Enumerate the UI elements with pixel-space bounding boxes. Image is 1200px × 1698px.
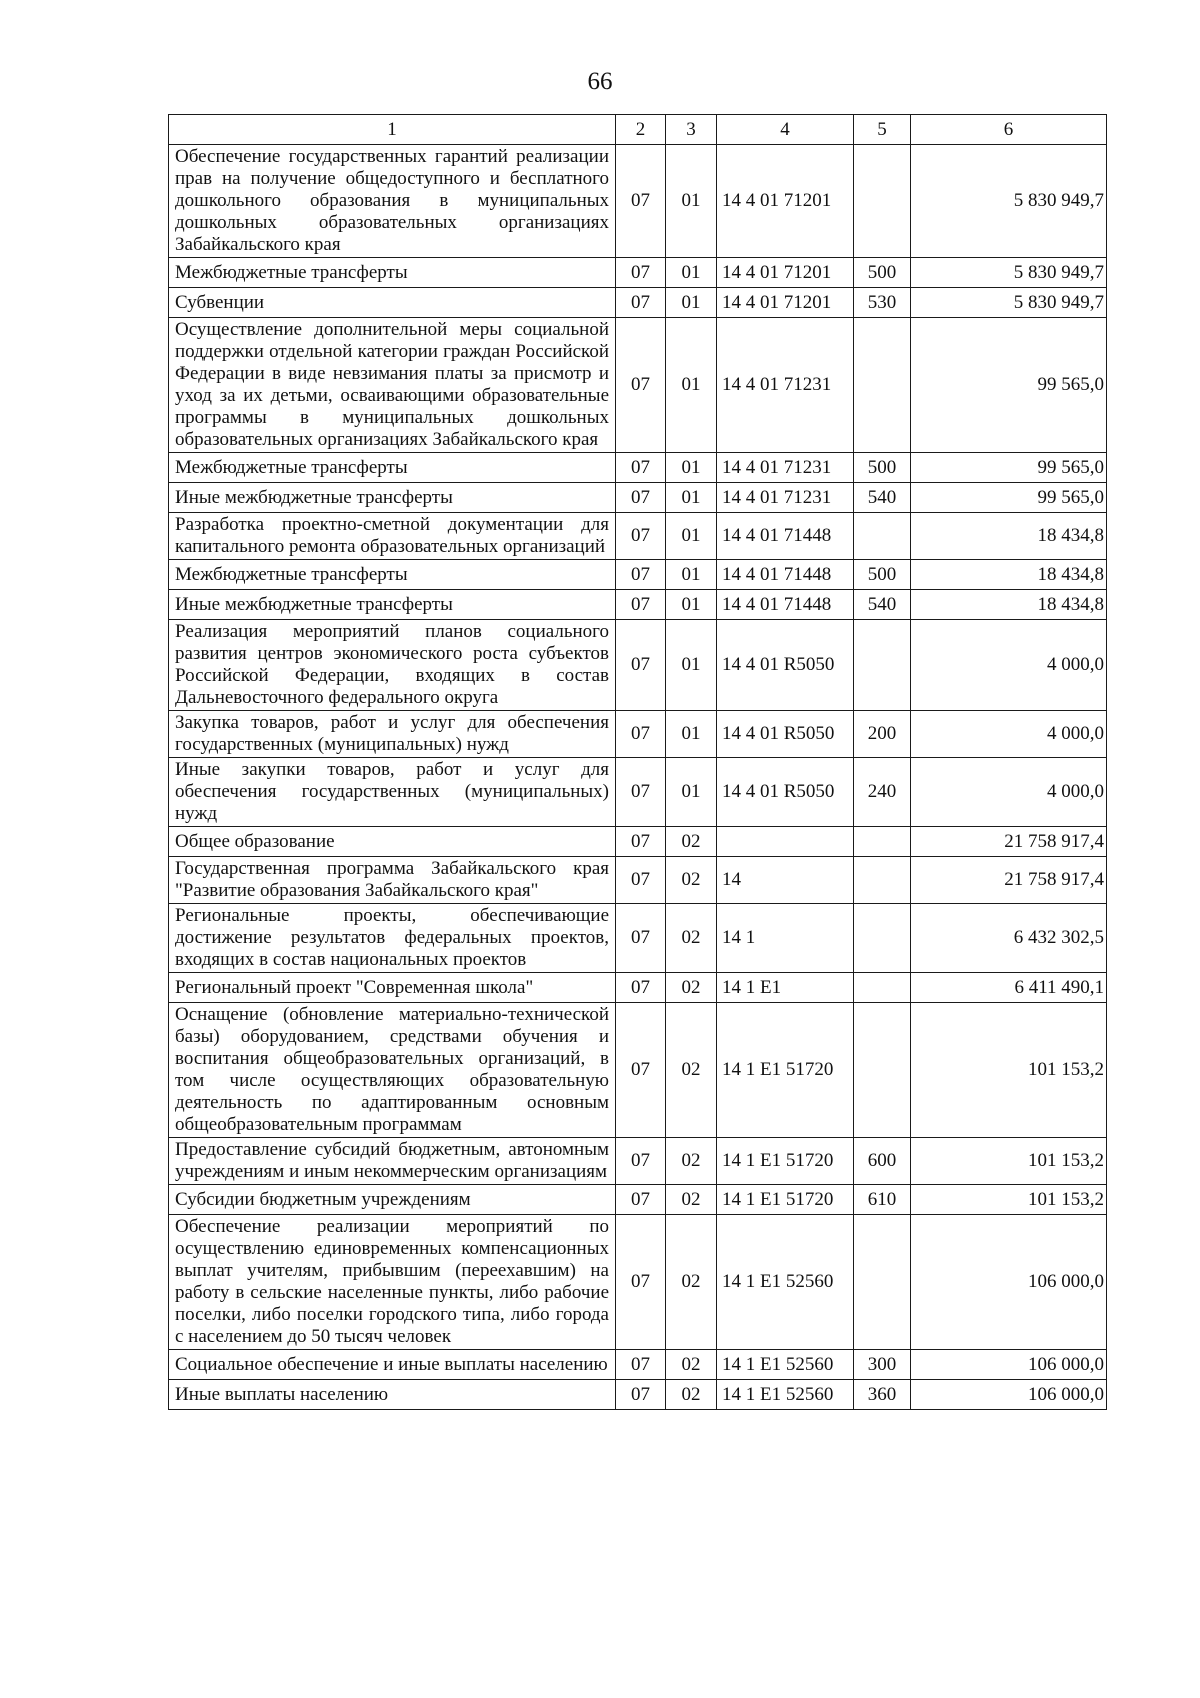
amount: 5 830 949,7 <box>911 145 1107 258</box>
subsection-code: 02 <box>666 973 717 1003</box>
section-code: 07 <box>616 318 666 453</box>
subsection-code: 01 <box>666 758 717 827</box>
item-name: Оснащение (обновление материально-технической базы) оборудованием, средствами обучения и воспитания общеобразовательных организаций, в том числе осуществляющих образовательную деятельность по адаптированным основным общеобразовательным программам <box>169 1003 616 1138</box>
target-article-code: 14 4 01 R5050 <box>717 620 854 711</box>
page-number: 66 <box>587 68 613 95</box>
subsection-code: 02 <box>666 904 717 973</box>
expense-type-code <box>854 904 911 973</box>
subsection-code: 01 <box>666 711 717 758</box>
column-header: 1 <box>169 115 616 145</box>
section-code: 07 <box>616 973 666 1003</box>
expense-type-code <box>854 973 911 1003</box>
item-name: Обеспечение государственных гарантий реализации прав на получение общедоступного и бесплатного дошкольного образования в муниципальных дошкольных образовательных организациях Забайкальского края <box>169 145 616 258</box>
section-code: 07 <box>616 513 666 560</box>
item-name: Иные закупки товаров, работ и услуг для обеспечения государственных (муниципальных) нужд <box>169 758 616 827</box>
subsection-code: 02 <box>666 1003 717 1138</box>
item-name: Субсидии бюджетным учреждениям <box>169 1185 616 1215</box>
table-row <box>169 711 1107 758</box>
expense-type-code <box>854 827 911 857</box>
table-row <box>169 1350 1107 1380</box>
target-article-code: 14 1 E1 52560 <box>717 1215 854 1350</box>
expense-type-code: 200 <box>854 711 911 758</box>
amount: 101 153,2 <box>911 1003 1107 1138</box>
section-code: 07 <box>616 288 666 318</box>
section-code: 07 <box>616 711 666 758</box>
section-code: 07 <box>616 1003 666 1138</box>
amount: 18 434,8 <box>911 590 1107 620</box>
section-code: 07 <box>616 258 666 288</box>
subsection-code: 01 <box>666 453 717 483</box>
amount: 106 000,0 <box>911 1350 1107 1380</box>
expense-type-code <box>854 1215 911 1350</box>
expense-type-code: 300 <box>854 1350 911 1380</box>
amount: 21 758 917,4 <box>911 827 1107 857</box>
table-row <box>169 827 1107 857</box>
column-header: 6 <box>911 115 1107 145</box>
amount: 5 830 949,7 <box>911 288 1107 318</box>
expense-type-code: 240 <box>854 758 911 827</box>
subsection-code: 01 <box>666 560 717 590</box>
amount: 106 000,0 <box>911 1380 1107 1410</box>
subsection-code: 02 <box>666 857 717 904</box>
expense-type-code: 500 <box>854 560 911 590</box>
section-code: 07 <box>616 904 666 973</box>
expense-type-code: 540 <box>854 590 911 620</box>
expense-type-code: 540 <box>854 483 911 513</box>
expense-type-code: 600 <box>854 1138 911 1185</box>
target-article-code: 14 1 E1 51720 <box>717 1003 854 1138</box>
item-name: Иные межбюджетные трансферты <box>169 590 616 620</box>
table-row <box>169 1380 1107 1410</box>
item-name: Закупка товаров, работ и услуг для обеспечения государственных (муниципальных) нужд <box>169 711 616 758</box>
expense-type-code: 360 <box>854 1380 911 1410</box>
amount: 4 000,0 <box>911 711 1107 758</box>
subsection-code: 01 <box>666 513 717 560</box>
table-row <box>169 513 1107 560</box>
section-code: 07 <box>616 453 666 483</box>
table-row <box>169 258 1107 288</box>
target-article-code: 14 1 E1 51720 <box>717 1185 854 1215</box>
amount: 21 758 917,4 <box>911 857 1107 904</box>
budget-table <box>168 114 1107 1410</box>
table-row <box>169 145 1107 258</box>
section-code: 07 <box>616 1138 666 1185</box>
target-article-code: 14 4 01 R5050 <box>717 758 854 827</box>
expense-type-code <box>854 513 911 560</box>
target-article-code: 14 1 E1 <box>717 973 854 1003</box>
target-article-code: 14 4 01 71231 <box>717 453 854 483</box>
table-row <box>169 318 1107 453</box>
target-article-code: 14 4 01 71231 <box>717 483 854 513</box>
target-article-code: 14 1 E1 52560 <box>717 1380 854 1410</box>
expense-type-code <box>854 318 911 453</box>
column-header: 4 <box>717 115 854 145</box>
section-code: 07 <box>616 560 666 590</box>
target-article-code: 14 4 01 71448 <box>717 590 854 620</box>
table-row <box>169 288 1107 318</box>
item-name: Иные межбюджетные трансферты <box>169 483 616 513</box>
table-row <box>169 483 1107 513</box>
table-row <box>169 904 1107 973</box>
table-row <box>169 973 1107 1003</box>
table-row <box>169 560 1107 590</box>
expense-type-code <box>854 620 911 711</box>
section-code: 07 <box>616 758 666 827</box>
amount: 6 432 302,5 <box>911 904 1107 973</box>
target-article-code: 14 4 01 71231 <box>717 318 854 453</box>
table-row <box>169 1138 1107 1185</box>
amount: 5 830 949,7 <box>911 258 1107 288</box>
target-article-code <box>717 827 854 857</box>
subsection-code: 01 <box>666 483 717 513</box>
target-article-code: 14 1 <box>717 904 854 973</box>
item-name: Субвенции <box>169 288 616 318</box>
item-name: Реализация мероприятий планов социального развития центров экономического роста субъектов Российской Федерации, входящих в состав Дальневосточного федерального округа <box>169 620 616 711</box>
item-name: Общее образование <box>169 827 616 857</box>
section-code: 07 <box>616 145 666 258</box>
amount: 4 000,0 <box>911 620 1107 711</box>
table-row <box>169 620 1107 711</box>
target-article-code: 14 4 01 71448 <box>717 560 854 590</box>
column-header: 2 <box>616 115 666 145</box>
target-article-code: 14 4 01 71201 <box>717 258 854 288</box>
item-name: Региональный проект "Современная школа" <box>169 973 616 1003</box>
target-article-code: 14 4 01 R5050 <box>717 711 854 758</box>
amount: 18 434,8 <box>911 513 1107 560</box>
expense-type-code <box>854 1003 911 1138</box>
item-name: Межбюджетные трансферты <box>169 453 616 483</box>
amount: 4 000,0 <box>911 758 1107 827</box>
column-header: 3 <box>666 115 717 145</box>
item-name: Иные выплаты населению <box>169 1380 616 1410</box>
section-code: 07 <box>616 1350 666 1380</box>
section-code: 07 <box>616 1185 666 1215</box>
table-row <box>169 590 1107 620</box>
table-header-row <box>169 115 1107 145</box>
table-row <box>169 1003 1107 1138</box>
section-code: 07 <box>616 483 666 513</box>
target-article-code: 14 <box>717 857 854 904</box>
target-article-code: 14 1 E1 51720 <box>717 1138 854 1185</box>
section-code: 07 <box>616 590 666 620</box>
table-row <box>169 1215 1107 1350</box>
section-code: 07 <box>616 857 666 904</box>
subsection-code: 02 <box>666 1350 717 1380</box>
expense-type-code: 500 <box>854 258 911 288</box>
expense-type-code: 500 <box>854 453 911 483</box>
amount: 99 565,0 <box>911 453 1107 483</box>
table-row <box>169 453 1107 483</box>
subsection-code: 01 <box>666 318 717 453</box>
section-code: 07 <box>616 1380 666 1410</box>
subsection-code: 02 <box>666 1138 717 1185</box>
target-article-code: 14 4 01 71201 <box>717 145 854 258</box>
subsection-code: 02 <box>666 827 717 857</box>
target-article-code: 14 4 01 71201 <box>717 288 854 318</box>
amount: 99 565,0 <box>911 483 1107 513</box>
subsection-code: 01 <box>666 590 717 620</box>
subsection-code: 02 <box>666 1215 717 1350</box>
table-row <box>169 857 1107 904</box>
expense-type-code <box>854 145 911 258</box>
section-code: 07 <box>616 827 666 857</box>
item-name: Разработка проектно-сметной документации для капитального ремонта образовательных организаций <box>169 513 616 560</box>
expense-type-code <box>854 857 911 904</box>
amount: 99 565,0 <box>911 318 1107 453</box>
subsection-code: 01 <box>666 258 717 288</box>
section-code: 07 <box>616 620 666 711</box>
item-name: Региональные проекты, обеспечивающие достижение результатов федеральных проектов, входящих в состав национальных проектов <box>169 904 616 973</box>
expense-type-code: 530 <box>854 288 911 318</box>
item-name: Осуществление дополнительной меры социальной поддержки отдельной категории граждан Российской Федерации в виде невзимания платы за присмотр и уход за их детьми, осваивающими образовательные программы в муниципальных дошкольных образовательных организациях Забайкальского края <box>169 318 616 453</box>
subsection-code: 01 <box>666 145 717 258</box>
target-article-code: 14 1 E1 52560 <box>717 1350 854 1380</box>
table-body <box>169 145 1107 1410</box>
column-header: 5 <box>854 115 911 145</box>
item-name: Государственная программа Забайкальского края "Развитие образования Забайкальского края" <box>169 857 616 904</box>
subsection-code: 02 <box>666 1185 717 1215</box>
amount: 101 153,2 <box>911 1138 1107 1185</box>
item-name: Межбюджетные трансферты <box>169 258 616 288</box>
item-name: Предоставление субсидий бюджетным, автономным учреждениям и иным некоммерческим организациям <box>169 1138 616 1185</box>
table-row <box>169 1185 1107 1215</box>
item-name: Межбюджетные трансферты <box>169 560 616 590</box>
item-name: Обеспечение реализации мероприятий по осуществлению единовременных компенсационных выплат учителям, прибывшим (переехавшим) на работу в сельские населенные пункты, либо рабочие поселки, либо поселки городского типа, либо города с населением до 50 тысяч человек <box>169 1215 616 1350</box>
amount: 106 000,0 <box>911 1215 1107 1350</box>
target-article-code: 14 4 01 71448 <box>717 513 854 560</box>
amount: 101 153,2 <box>911 1185 1107 1215</box>
section-code: 07 <box>616 1215 666 1350</box>
subsection-code: 01 <box>666 620 717 711</box>
amount: 18 434,8 <box>911 560 1107 590</box>
table-row <box>169 758 1107 827</box>
subsection-code: 02 <box>666 1380 717 1410</box>
subsection-code: 01 <box>666 288 717 318</box>
item-name: Социальное обеспечение и иные выплаты населению <box>169 1350 616 1380</box>
expense-type-code: 610 <box>854 1185 911 1215</box>
amount: 6 411 490,1 <box>911 973 1107 1003</box>
